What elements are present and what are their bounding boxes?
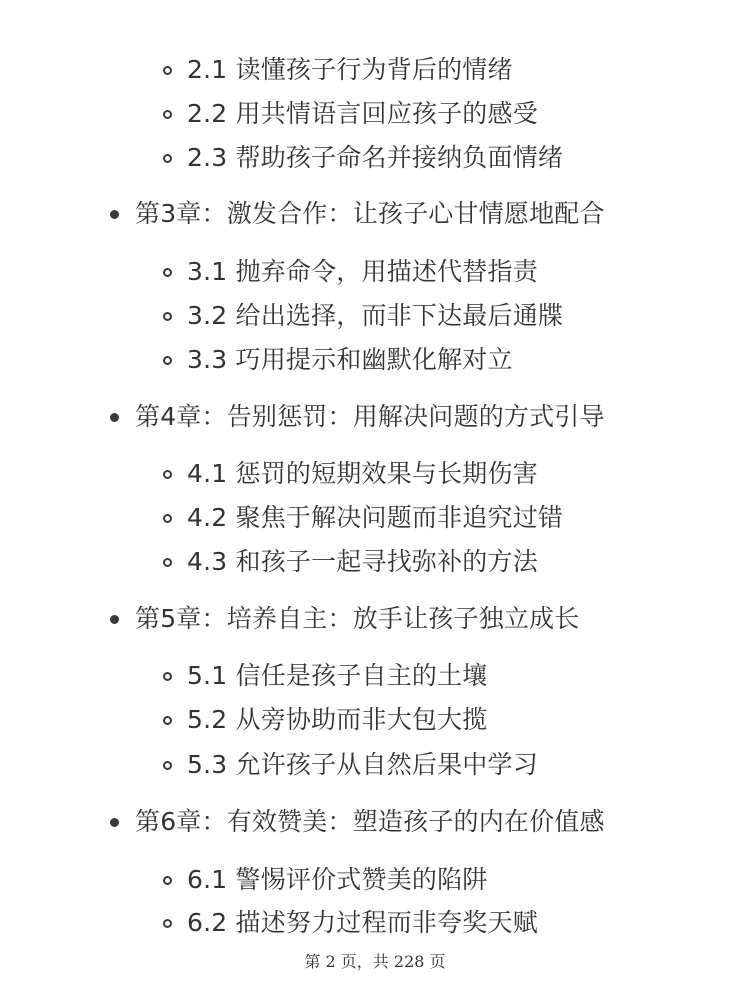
- solid-bullet-icon: [110, 210, 119, 219]
- hollow-bullet-icon: [163, 154, 172, 163]
- solid-bullet-icon: [110, 413, 119, 422]
- toc-chapter-5: [110, 599, 580, 639]
- hollow-bullet-icon: [163, 761, 172, 770]
- toc-section-3-1: [163, 252, 538, 292]
- toc-chapter-3: [110, 194, 605, 234]
- toc-section-label: 3.1 抛弃命令，用描述代替指责: [187, 257, 538, 286]
- toc-section-label: 6.2 描述努力过程而非夸奖天赋: [187, 908, 538, 937]
- toc-section-4-1: [163, 454, 538, 494]
- toc-chapter-4: [110, 397, 605, 437]
- solid-bullet-icon: [110, 615, 119, 624]
- hollow-bullet-icon: [163, 716, 172, 725]
- toc-section-label: 5.3 允许孩子从自然后果中学习: [187, 750, 538, 779]
- toc-chapter-label: 第6章：有效赞美：塑造孩子的内在价值感: [135, 807, 605, 836]
- toc-section-label: 2.2 用共情语言回应孩子的感受: [187, 99, 538, 128]
- hollow-bullet-icon: [163, 919, 172, 928]
- hollow-bullet-icon: [163, 470, 172, 479]
- toc-section-5-1: [163, 656, 488, 696]
- toc-section-label: 4.1 惩罚的短期效果与长期伤害: [187, 459, 538, 488]
- hollow-bullet-icon: [163, 66, 172, 75]
- toc-section-2-3: [163, 138, 563, 178]
- toc-section-label: 5.2 从旁协助而非大包大揽: [187, 705, 488, 734]
- page-number-footer: 第 2 页，共 228 页: [304, 952, 446, 971]
- toc-section-label: 2.1 读懂孩子行为背后的情绪: [187, 55, 513, 84]
- toc-chapter-label: 第5章：培养自主：放手让孩子独立成长: [135, 604, 580, 633]
- toc-chapter-6: [110, 802, 605, 842]
- hollow-bullet-icon: [163, 356, 172, 365]
- toc-section-label: 3.3 巧用提示和幽默化解对立: [187, 345, 513, 374]
- toc-section-2-2: [163, 94, 538, 134]
- toc-section-label: 5.1 信任是孩子自主的土壤: [187, 661, 488, 690]
- toc-section-2-1: [163, 50, 513, 90]
- hollow-bullet-icon: [163, 558, 172, 567]
- toc-section-5-2: [163, 700, 488, 740]
- toc-section-5-3: [163, 745, 538, 785]
- solid-bullet-icon: [110, 818, 119, 827]
- hollow-bullet-icon: [163, 672, 172, 681]
- hollow-bullet-icon: [163, 876, 172, 885]
- toc-section-4-2: [163, 498, 563, 538]
- toc-section-label: 3.2 给出选择，而非下达最后通牒: [187, 301, 564, 330]
- toc-section-label: 4.3 和孩子一起寻找弥补的方法: [187, 547, 538, 576]
- toc-section-label: 6.1 警惕评价式赞美的陷阱: [187, 865, 488, 894]
- toc-section-label: 4.2 聚焦于解决问题而非追究过错: [187, 503, 564, 532]
- hollow-bullet-icon: [163, 312, 172, 321]
- hollow-bullet-icon: [163, 514, 172, 523]
- toc-section-6-2: [163, 903, 538, 943]
- toc-chapter-label: 第3章：激发合作：让孩子心甘情愿地配合: [135, 199, 605, 228]
- toc-section-6-1: [163, 860, 488, 900]
- toc-section-4-3: [163, 542, 538, 582]
- toc-chapter-label: 第4章：告别惩罚：用解决问题的方式引导: [135, 402, 605, 431]
- toc-section-3-3: [163, 340, 513, 380]
- toc-section-3-2: [163, 296, 563, 336]
- hollow-bullet-icon: [163, 110, 172, 119]
- hollow-bullet-icon: [163, 268, 172, 277]
- toc-section-label: 2.3 帮助孩子命名并接纳负面情绪: [187, 143, 564, 172]
